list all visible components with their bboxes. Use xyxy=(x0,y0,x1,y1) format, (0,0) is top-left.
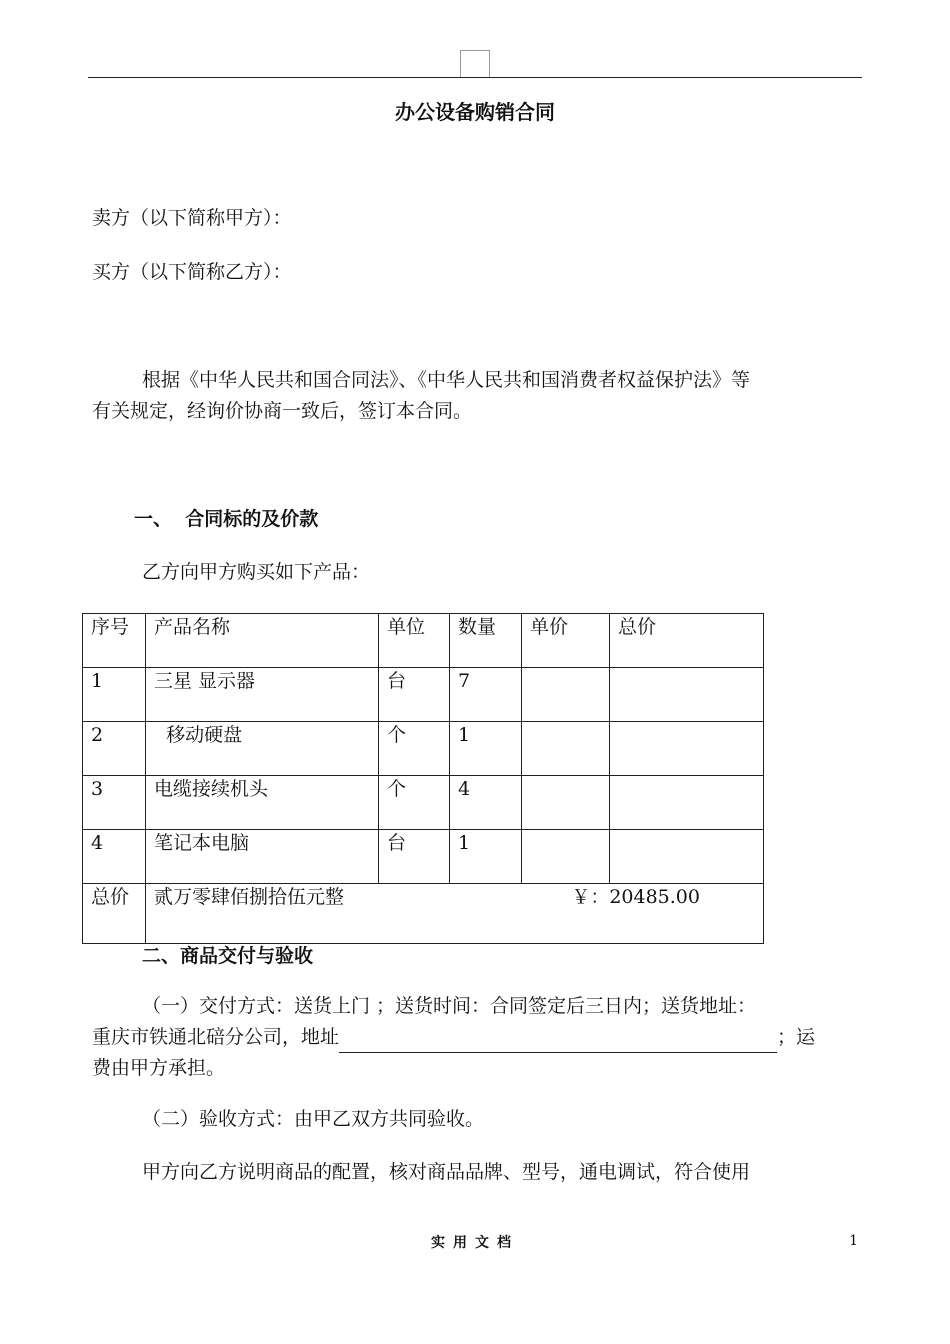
cell-unit: 台 xyxy=(379,668,450,722)
section-1-lead: 乙方向甲方购买如下产品： xyxy=(142,561,371,583)
intro-paragraph-line-1: 根据《中华人民共和国合同法》、《中华人民共和国消费者权益保护法》等 xyxy=(142,369,751,391)
cell-quantity: 1 xyxy=(450,830,522,884)
buyer-line: 买方（以下简称乙方）： xyxy=(92,261,292,283)
header-rule xyxy=(88,77,862,78)
cell-product: 三星 显示器 xyxy=(146,668,379,722)
cell-unit-price xyxy=(522,830,610,884)
header-cell-unit: 单位 xyxy=(379,614,450,668)
cell-index: 2 xyxy=(83,722,146,776)
table-header-row xyxy=(83,614,764,668)
header-cell-product: 产品名称 xyxy=(146,614,379,668)
cell-quantity: 1 xyxy=(450,722,522,776)
delivery-address-suffix: ；运 xyxy=(777,1026,816,1048)
acceptance-line: （二）验收方式：由甲乙双方共同验收。 xyxy=(142,1108,485,1130)
cell-index: 1 xyxy=(83,668,146,722)
cell-unit: 个 xyxy=(379,722,450,776)
table-total-row xyxy=(83,884,764,944)
cell-quantity: 4 xyxy=(450,776,522,830)
table-row xyxy=(83,722,764,776)
cell-unit: 个 xyxy=(379,776,450,830)
cell-total xyxy=(610,668,764,722)
cell-index: 3 xyxy=(83,776,146,830)
section-2-heading: 二、商品交付与验收 xyxy=(142,945,314,967)
page-number: 1 xyxy=(849,1233,858,1249)
cell-quantity: 7 xyxy=(450,668,522,722)
header-marker-box xyxy=(460,50,490,78)
header-cell-quantity: 数量 xyxy=(450,614,522,668)
table-row xyxy=(83,668,764,722)
total-label-cell: 总价 xyxy=(83,884,146,944)
intro-paragraph-line-2: 有关规定，经询价协商一致后，签订本合同。 xyxy=(92,400,473,422)
address-blank-line xyxy=(339,1030,777,1053)
delivery-address-prefix: 重庆市铁通北碚分公司，地址 xyxy=(92,1026,340,1048)
cell-unit-price xyxy=(522,722,610,776)
total-amount: ￥：20485.00 xyxy=(571,886,700,908)
cell-unit-price xyxy=(522,668,610,722)
header-cell-total: 总价 xyxy=(610,614,764,668)
cell-total xyxy=(610,776,764,830)
total-value-cell xyxy=(146,884,764,944)
seller-line: 卖方（以下简称甲方）： xyxy=(92,207,292,229)
delivery-line-1: （一）交付方式：送货上门 ；送货时间：合同签定后三日内；送货地址： xyxy=(142,995,757,1017)
cell-total xyxy=(610,722,764,776)
cell-product: 笔记本电脑 xyxy=(146,830,379,884)
product-table xyxy=(82,613,764,944)
total-in-words: 贰万零肆佰捌拾伍元整 xyxy=(154,886,345,908)
section-1-heading: 一、 合同标的及价款 xyxy=(134,508,319,530)
document-title: 办公设备购销合同 xyxy=(395,100,555,124)
cell-index: 4 xyxy=(83,830,146,884)
table-row xyxy=(83,776,764,830)
header-cell-unit-price: 单价 xyxy=(522,614,610,668)
configuration-line: 甲方向乙方说明商品的配置，核对商品品牌、型号，通电调试，符合使用 xyxy=(142,1161,751,1183)
table-row xyxy=(83,830,764,884)
cell-unit-price xyxy=(522,776,610,830)
cell-unit: 台 xyxy=(379,830,450,884)
delivery-line-2 xyxy=(92,1022,815,1053)
cell-total xyxy=(610,830,764,884)
cell-product: 电缆接续机头 xyxy=(146,776,379,830)
footer-label: 实用文档 xyxy=(431,1235,519,1251)
header-cell-index: 序号 xyxy=(83,614,146,668)
delivery-line-3: 费由甲方承担。 xyxy=(92,1057,226,1079)
cell-product: 移动硬盘 xyxy=(146,722,379,776)
